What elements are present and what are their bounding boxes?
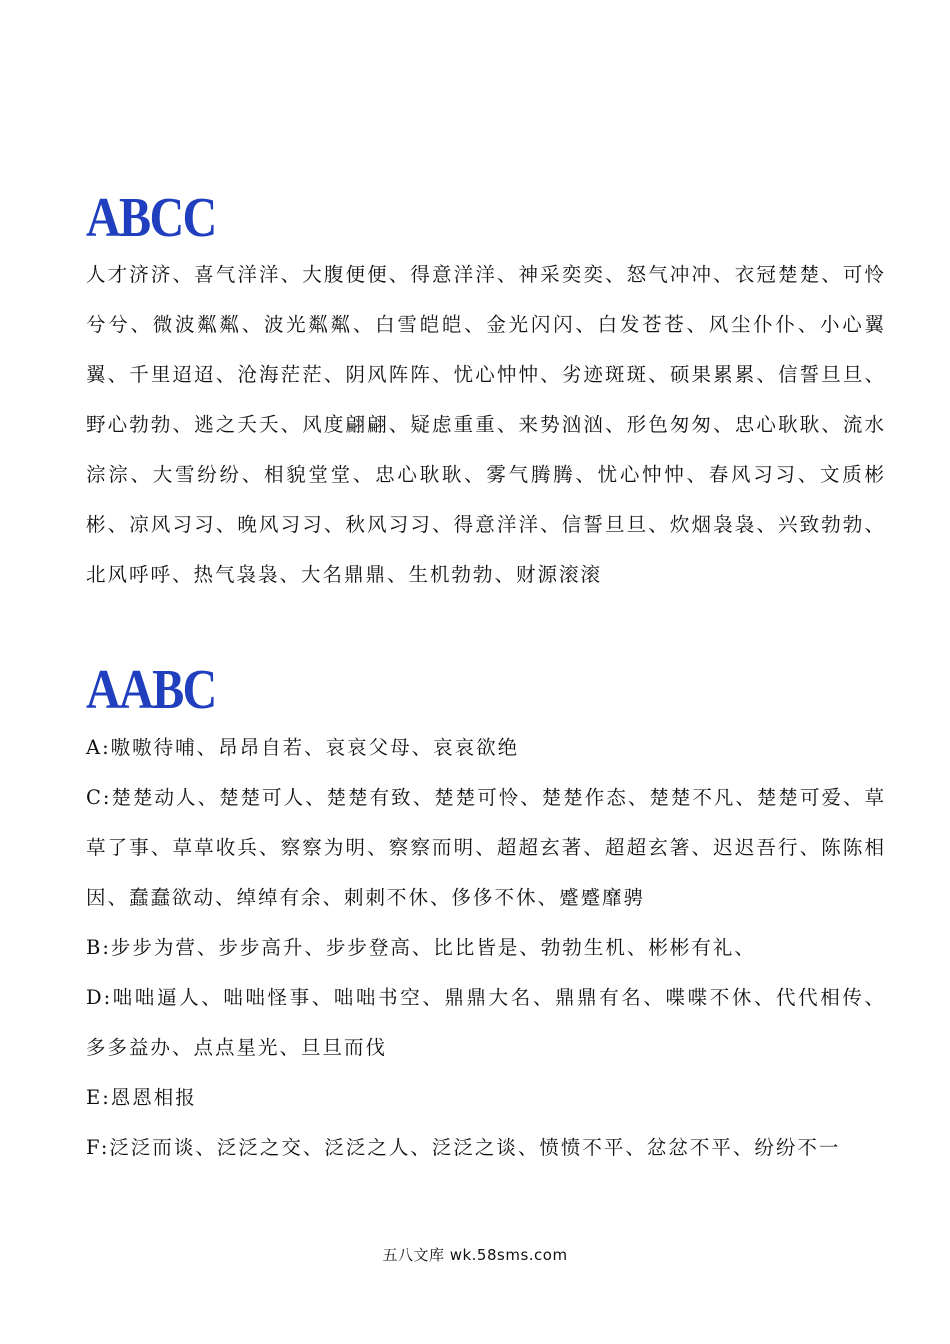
aabc-group-e: E:恩恩相报 [86, 1086, 197, 1109]
section-heading-abcc: ABCC [86, 187, 216, 249]
aabc-group-a: A:嗷嗷待哺、昂昂自若、哀哀父母、哀哀欲绝 [86, 736, 520, 759]
aabc-group-d: D:咄咄逼人、咄咄怪事、咄咄书空、鼎鼎大名、鼎鼎有名、喋喋不休、代代相传、多多益办、点点星光、旦旦而伐 [86, 986, 886, 1059]
aabc-idiom-groups [86, 723, 886, 1173]
aabc-group-b: B:步步为营、步步高升、步步登高、比比皆是、勃勃生机、彬彬有礼、 [86, 936, 756, 959]
footer-watermark: 五八文库 wk.58sms.com [382, 1246, 568, 1264]
aabc-group-f: F:泛泛而谈、泛泛之交、泛泛之人、泛泛之谈、愤愤不平、忿忿不平、纷纷不一 [86, 1136, 841, 1159]
section-heading-aabc: AABC [86, 659, 216, 721]
aabc-group-c: C:楚楚动人、楚楚可人、楚楚有致、楚楚可怜、楚楚作态、楚楚不凡、楚楚可爱、草草了事、草草收兵、察察为明、察察而明、超超玄著、超超玄箸、迟迟吾行、陈陈相因、蠢蠢欲动、绰绰有余、刺刺不休、侈侈不休、蹙蹙靡骋 [86, 786, 886, 909]
abcc-idiom-list: 人才济济、喜气洋洋、大腹便便、得意洋洋、神采奕奕、怒气冲冲、衣冠楚楚、可怜兮兮、微波粼粼、波光粼粼、白雪皑皑、金光闪闪、白发苍苍、风尘仆仆、小心翼翼、千里迢迢、沧海茫茫、阴风阵阵、忧心忡忡、劣迹斑斑、硕果累累、信誓旦旦、野心勃勃、逃之夭夭、风度翩翩、疑虑重重、来势汹汹、形色匆匆、忠心耿耿、流水淙淙、大雪纷纷、相貌堂堂、忠心耿耿、雾气腾腾、忧心忡忡、春风习习、文质彬彬、凉风习习、晚风习习、秋风习习、得意洋洋、信誓旦旦、炊烟袅袅、兴致勃勃、北风呼呼、热气袅袅、大名鼎鼎、生机勃勃、财源滚滚 [86, 263, 886, 586]
